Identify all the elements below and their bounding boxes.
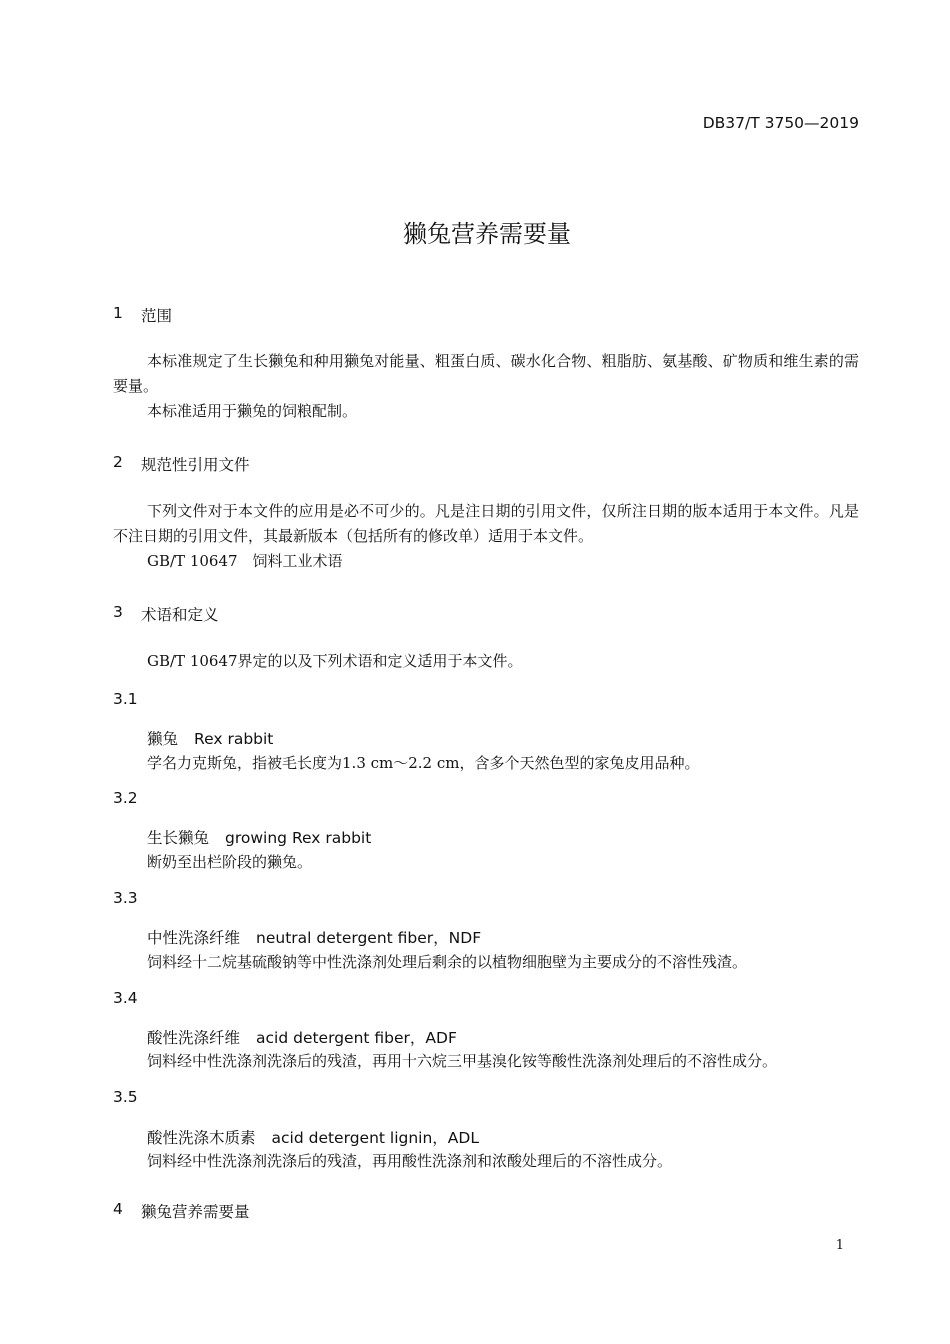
- term-3-4-definition: 饲料经中性洗涤剂洗涤后的残渣，再用十六烷三甲基溴化铵等酸性洗涤剂处理后的不溶性成分。: [147, 1052, 778, 1070]
- section-2-number: 2: [113, 453, 123, 471]
- term-3-3-number: 3.3: [113, 889, 138, 907]
- term-3-2-number: 3.2: [113, 789, 138, 807]
- section-3-number: 3: [113, 603, 123, 621]
- term-3-1-heading: [147, 727, 273, 749]
- term-3-5-number: 3.5: [113, 1088, 138, 1106]
- section-1-title: 范围: [141, 307, 173, 325]
- term-3-4-number: 3.4: [113, 989, 138, 1007]
- section-1-paragraph-2: 本标准适用于獭兔的饲粮配制。: [147, 402, 358, 420]
- term-en: acid detergent lignin，ADL: [271, 1129, 479, 1147]
- term-3-1-number: 3.1: [113, 690, 138, 708]
- term-3-2-definition: 断奶至出栏阶段的獭兔。: [147, 853, 313, 871]
- term-en: acid detergent fiber，ADF: [256, 1029, 457, 1047]
- term-3-5-definition: 饲料经中性洗涤剂洗涤后的残渣，再用酸性洗涤剂和浓酸处理后的不溶性成分。: [147, 1152, 673, 1170]
- term-3-3-definition: 饲料经十二烷基硫酸钠等中性洗涤剂处理后剩余的以植物细胞壁为主要成分的不溶性残渣。: [147, 953, 748, 971]
- term-en: neutral detergent fiber，NDF: [256, 929, 482, 947]
- term-en: growing Rex rabbit: [225, 829, 372, 847]
- section-3-title: 术语和定义: [141, 606, 219, 624]
- section-2-reference: GB/T 10647 饲料工业术语: [147, 552, 343, 570]
- section-2-paragraph-1: 下列文件对于本文件的应用是必不可少的。凡是注日期的引用文件，仅所注日期的版本适用于本文件。凡是不注日期的引用文件，其最新版本（包括所有的修改单）适用于本文件。: [113, 502, 859, 545]
- section-2-title: 规范性引用文件: [141, 456, 250, 474]
- section-3-intro: GB/T 10647界定的以及下列术语和定义适用于本文件。: [147, 652, 523, 670]
- term-cn: 獭兔: [147, 730, 179, 748]
- document-code: DB37/T 3750—2019: [702, 114, 859, 132]
- term-cn: 酸性洗涤纤维: [147, 1029, 241, 1047]
- page-number: 1: [835, 1238, 844, 1253]
- term-3-5-heading: [147, 1126, 479, 1148]
- term-en: Rex rabbit: [194, 730, 274, 748]
- section-4-number: 4: [113, 1200, 123, 1218]
- term-3-2-heading: [147, 826, 371, 848]
- section-1-number: 1: [113, 304, 123, 322]
- term-3-1-definition: 学名力克斯兔，指被毛长度为1.3 cm～2.2 cm，含多个天然色型的家兔皮用品种。: [147, 754, 700, 772]
- term-cn: 酸性洗涤木质素: [147, 1129, 256, 1147]
- section-1-paragraph-1: 本标准规定了生长獭兔和种用獭兔对能量、粗蛋白质、碳水化合物、粗脂肪、氨基酸、矿物质和维生素的需要量。: [113, 352, 859, 395]
- term-cn: 生长獭兔: [147, 829, 210, 847]
- section-4-title: 獭兔营养需要量: [141, 1203, 250, 1221]
- term-cn: 中性洗涤纤维: [147, 929, 241, 947]
- term-3-4-heading: [147, 1026, 457, 1048]
- document-title: 獭兔营养需要量: [403, 220, 571, 248]
- term-3-3-heading: [147, 926, 481, 948]
